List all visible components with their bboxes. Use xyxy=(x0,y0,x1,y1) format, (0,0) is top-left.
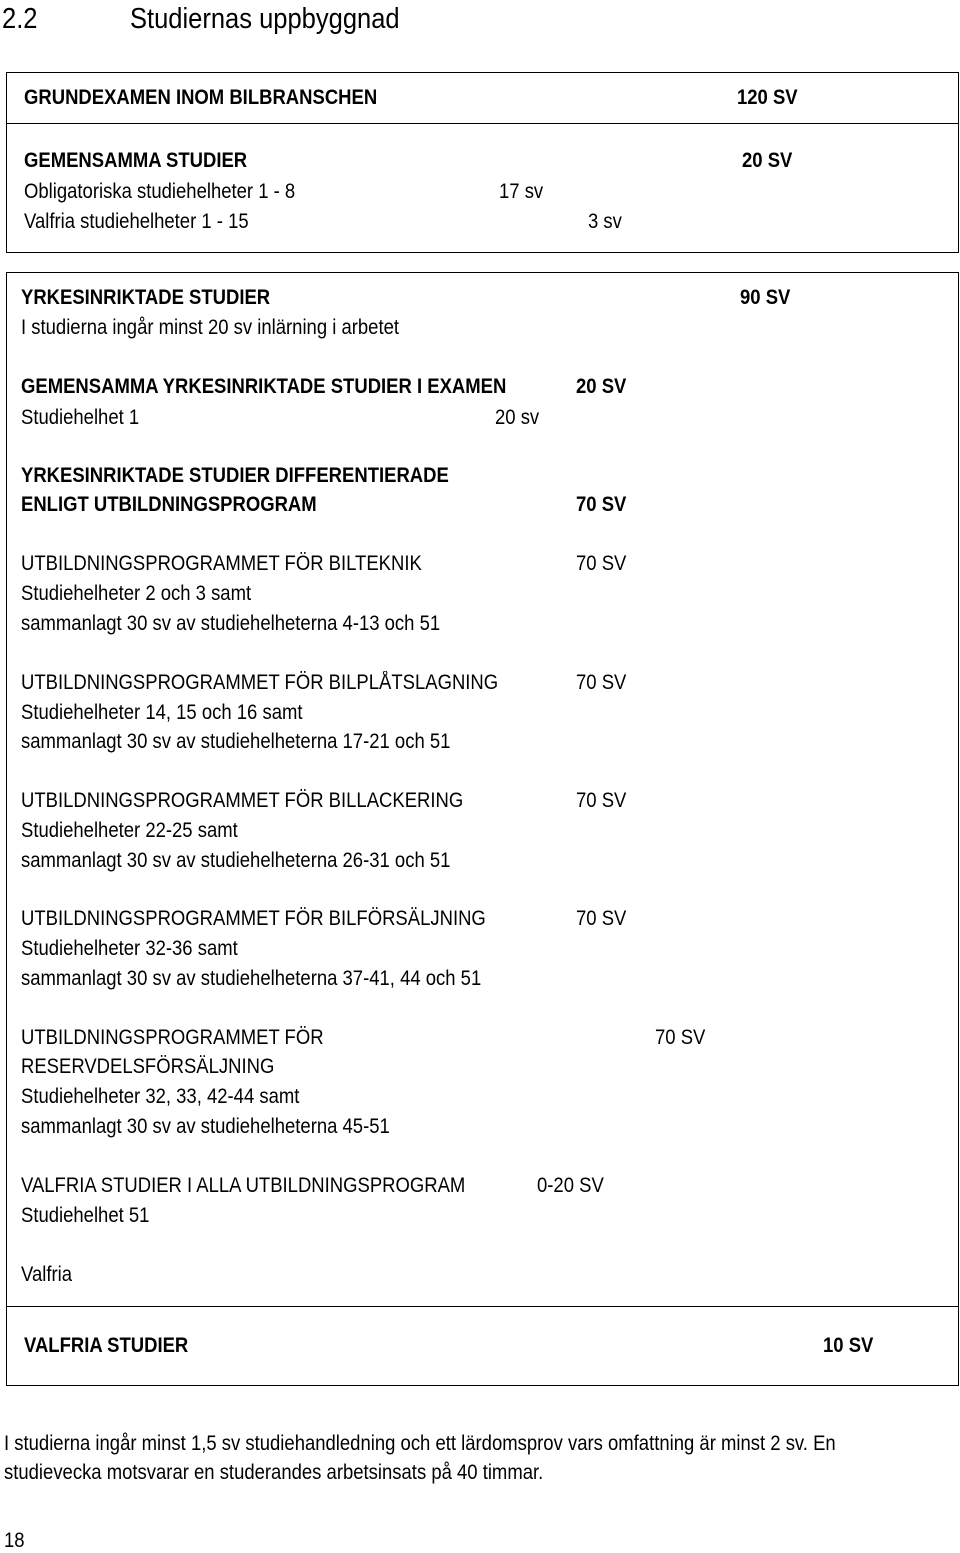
program-line2: sammanlagt 30 sv av studiehelheterna 26-31 och 51 xyxy=(21,849,451,872)
page-number: 18 xyxy=(4,1529,25,1552)
program-line1: Studiehelheter 2 och 3 samt xyxy=(21,582,252,605)
vocational-title: YRKESINRIKTADE STUDIER xyxy=(21,286,271,309)
optional-title: VALFRIA STUDIER xyxy=(24,1334,189,1357)
program-line2: sammanlagt 30 sv av studiehelheterna 17-21 och 51 xyxy=(21,730,451,753)
program-name: UTBILDNINGSPROGRAMMET FÖR BILPLÅTSLAGNING xyxy=(21,671,499,694)
differentiated-title-line2: ENLIGT UTBILDNINGSPROGRAM xyxy=(21,493,317,516)
shared-title: GEMENSAMMA YRKESINRIKTADE STUDIER I EXAMEN xyxy=(21,375,507,398)
program-line1: Studiehelheter 32-36 samt xyxy=(21,937,238,960)
program-line2: sammanlagt 30 sv av studiehelheterna 4-13 och 51 xyxy=(21,612,441,635)
section-title: Studiernas uppbyggnad xyxy=(130,3,400,35)
program-name-line1: UTBILDNINGSPROGRAMMET FÖR xyxy=(21,1026,324,1049)
program-line1: Studiehelheter 14, 15 och 16 samt xyxy=(21,701,303,724)
common-row-credits: 17 sv xyxy=(499,180,544,203)
common-title: GEMENSAMMA STUDIER xyxy=(24,149,248,172)
shared-row-credits: 20 sv xyxy=(495,406,540,429)
program-credits: 70 SV xyxy=(655,1026,706,1049)
vocational-credits: 90 SV xyxy=(740,286,791,309)
shared-row-label: Studiehelhet 1 xyxy=(21,406,140,429)
program-credits: 70 SV xyxy=(576,552,627,575)
common-credits: 20 SV xyxy=(742,149,793,172)
program-line1: Studiehelheter 32, 33, 42-44 samt xyxy=(21,1085,300,1108)
program-credits: 70 SV xyxy=(576,671,627,694)
program-line2: sammanlagt 30 sv av studiehelheterna 45-51 xyxy=(21,1115,390,1138)
common-row-label: Valfria studiehelheter 1 - 15 xyxy=(24,210,249,233)
optional-all-credits: 0-20 SV xyxy=(537,1174,604,1197)
footnote-line2: studievecka motsvarar en studerandes arbetsinsats på 40 timmar. xyxy=(4,1461,544,1484)
program-credits: 70 SV xyxy=(576,907,627,930)
shared-credits: 20 SV xyxy=(576,375,627,398)
program-line2: sammanlagt 30 sv av studiehelheterna 37-41, 44 och 51 xyxy=(21,967,482,990)
differentiated-title-line1: YRKESINRIKTADE STUDIER DIFFERENTIERADE xyxy=(21,464,449,487)
optional-all-title: VALFRIA STUDIER I ALLA UTBILDNINGSPROGRAM xyxy=(21,1174,466,1197)
degree-credits: 120 SV xyxy=(737,86,798,109)
program-credits: 70 SV xyxy=(576,789,627,812)
clipped-region xyxy=(18,1250,618,1298)
optional-all-line2: Valfria xyxy=(21,1263,73,1286)
section-number: 2.2 xyxy=(2,3,38,35)
program-line1: Studiehelheter 22-25 samt xyxy=(21,819,238,842)
program-name: UTBILDNINGSPROGRAMMET FÖR BILLACKERING xyxy=(21,789,464,812)
program-name: UTBILDNINGSPROGRAMMET FÖR BILFÖRSÄLJNING xyxy=(21,907,486,930)
common-row-credits: 3 sv xyxy=(588,210,622,233)
common-row-label: Obligatoriska studiehelheter 1 - 8 xyxy=(24,180,296,203)
footnote-line1: I studierna ingår minst 1,5 sv studiehandledning och ett lärdomsprov vars omfattning är minst 2 sv. En xyxy=(4,1432,836,1455)
vocational-note: I studierna ingår minst 20 sv inlärning i arbetet xyxy=(21,316,400,339)
degree-title: GRUNDEXAMEN INOM BILBRANSCHEN xyxy=(24,86,378,109)
optional-credits: 10 SV xyxy=(823,1334,874,1357)
differentiated-credits: 70 SV xyxy=(576,493,627,516)
optional-all-line1: Studiehelhet 51 xyxy=(21,1204,150,1227)
program-name-line2: RESERVDELSFÖRSÄLJNING xyxy=(21,1055,275,1078)
program-name: UTBILDNINGSPROGRAMMET FÖR BILTEKNIK xyxy=(21,552,422,575)
